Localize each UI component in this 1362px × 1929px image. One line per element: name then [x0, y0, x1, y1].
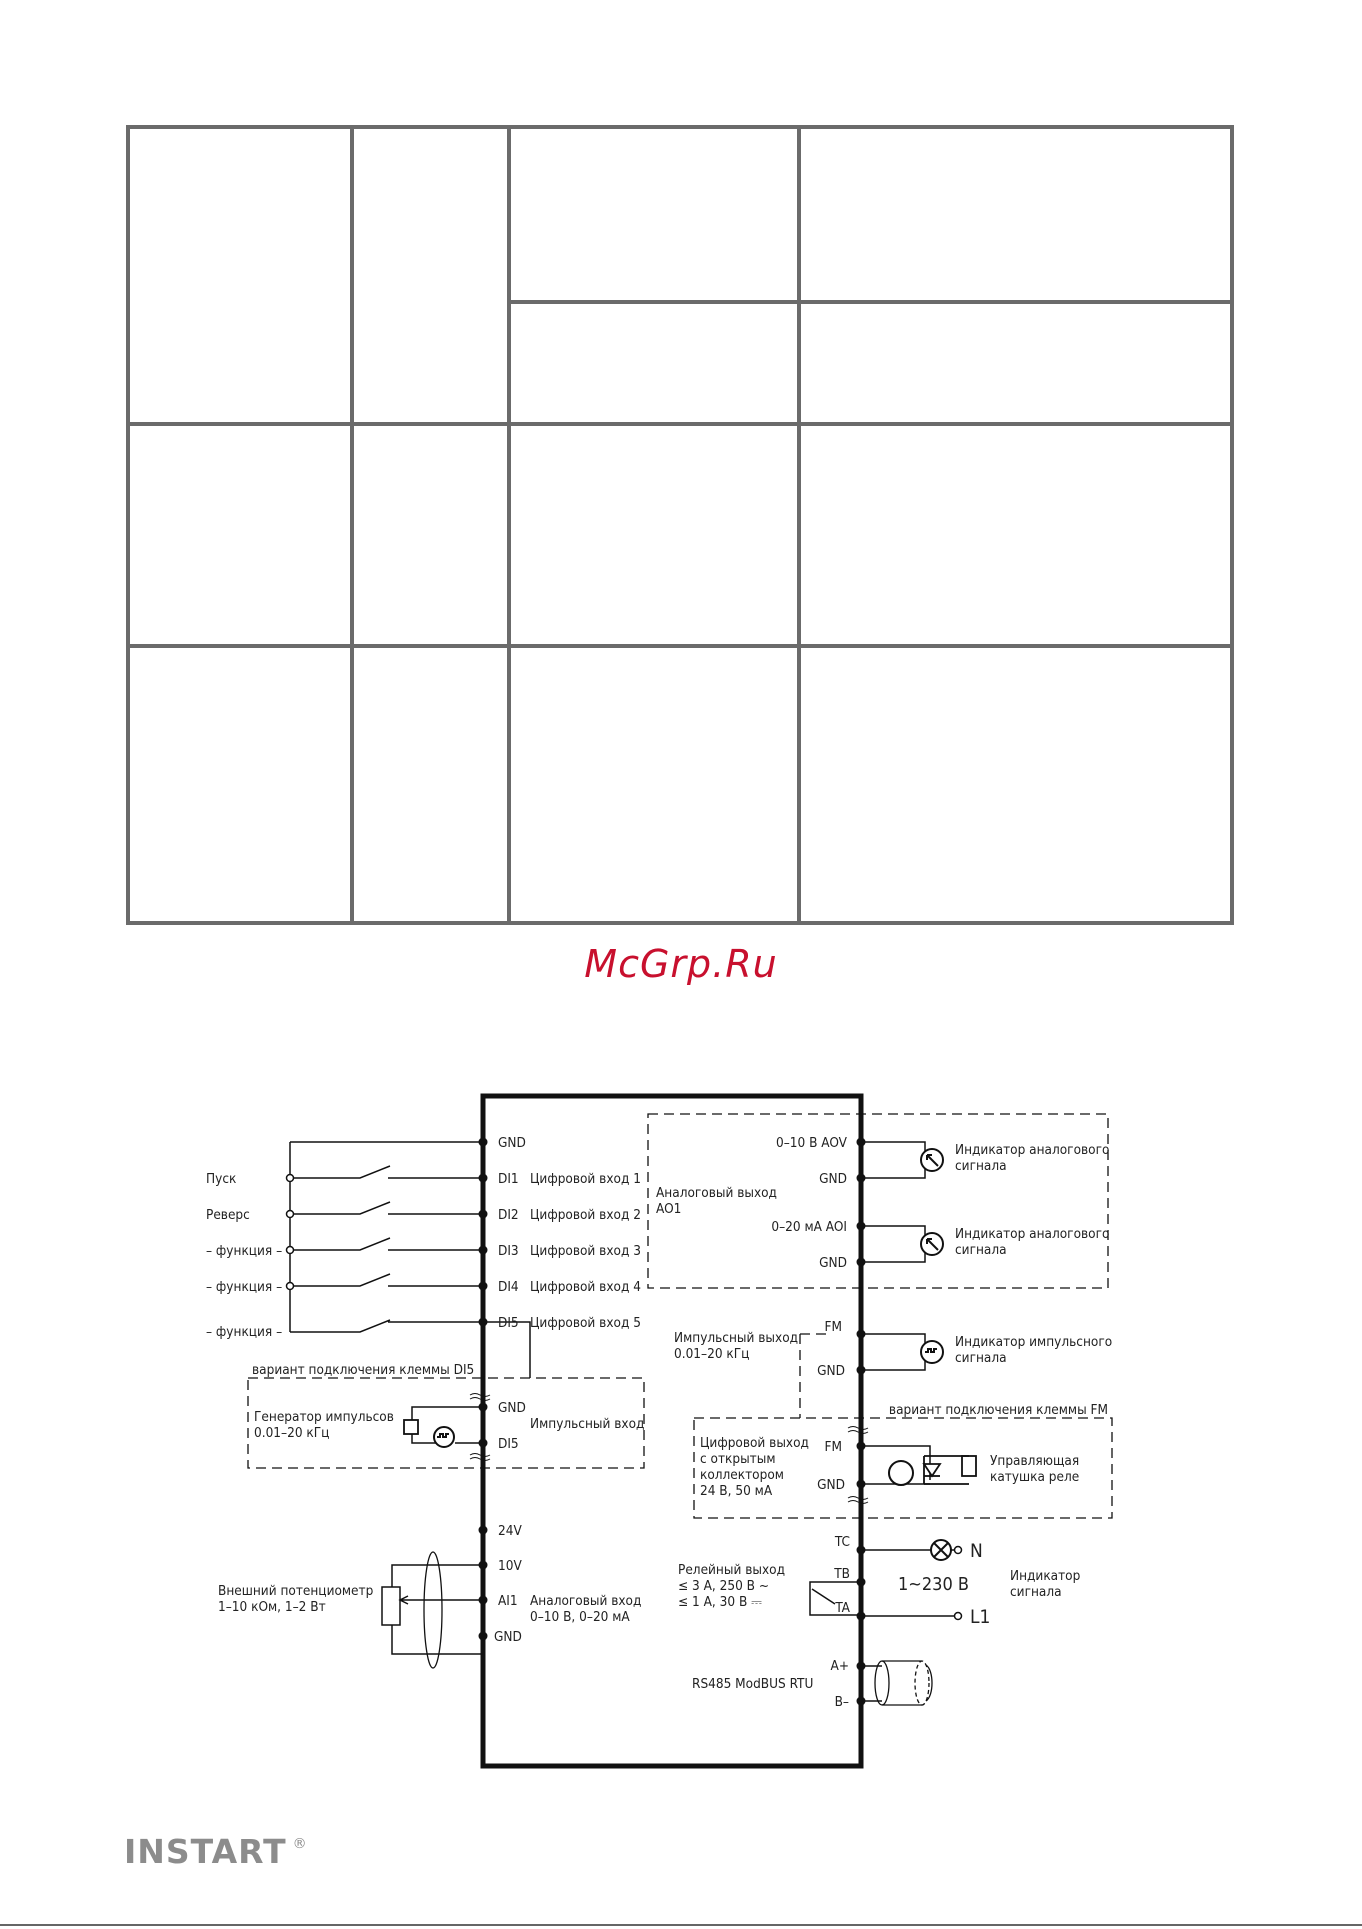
variant-fm: FM: [824, 1439, 842, 1455]
analog-input-label-2: 0–10 В, 0–20 мА: [530, 1609, 630, 1625]
rs485-label: RS485 ModBUS RTU: [692, 1676, 814, 1692]
variant-di5: DI5: [498, 1436, 519, 1452]
potentiometer-label-1: Внешний потенциометр: [218, 1583, 374, 1599]
table-cell: [128, 127, 352, 424]
terminal-di4: DI4: [498, 1279, 519, 1295]
terminal-gnd-top: GND: [498, 1135, 526, 1151]
pulse-output-label-1: Импульсный выход: [674, 1330, 799, 1346]
page-bottom-rule: [0, 1924, 1362, 1926]
table-cell: [509, 424, 799, 646]
analog-indicator-1-line2: сигнала: [955, 1158, 1007, 1174]
variant-gnd-fm: GND: [817, 1477, 845, 1493]
digital-input-2: Цифровой вход 2: [530, 1207, 641, 1223]
relay-indicator-line1: Индикатор: [1010, 1568, 1081, 1584]
table-cell: [128, 424, 352, 646]
label-function-3: – функция –: [206, 1243, 283, 1259]
variant-gnd: GND: [498, 1400, 526, 1416]
terminal-tb: TB: [834, 1566, 850, 1582]
pulse-input-label: Импульсный вход: [530, 1416, 645, 1432]
watermark[interactable]: McGrp.Ru: [584, 942, 778, 986]
terminal-ai1: AI1: [498, 1593, 518, 1609]
pulse-output-label-2: 0.01–20 кГц: [674, 1346, 750, 1362]
relay-output-label-3: ≤ 1 А, 30 В ⎓: [678, 1594, 762, 1610]
terminal-aov: 0–10 В AOV: [776, 1135, 847, 1151]
terminal-10v: 10V: [498, 1558, 522, 1574]
analog-indicator-2-line1: Индикатор аналогового: [955, 1226, 1110, 1242]
terminal-aoi: 0–20 мА AOI: [771, 1219, 847, 1235]
spec-table: [126, 125, 1234, 925]
table-cell: [799, 424, 1232, 646]
relay-voltage: 1~230 В: [898, 1574, 970, 1595]
table-cell: [509, 127, 799, 302]
relay-indicator-line2: сигнала: [1010, 1584, 1062, 1600]
table-cell: [799, 302, 1232, 424]
analog-input-label-1: Аналоговый вход: [530, 1593, 642, 1609]
terminal-di2: DI2: [498, 1207, 519, 1223]
pulse-indicator-line1: Индикатор импульсного: [955, 1334, 1113, 1350]
label-reverse: Реверс: [206, 1207, 250, 1223]
terminal-b-minus: B–: [834, 1694, 849, 1710]
open-collector-label-2: с открытым: [700, 1451, 776, 1467]
terminal-l1: L1: [970, 1606, 991, 1628]
generator-label-1: Генератор импульсов: [254, 1409, 394, 1425]
voltage-source-icon: [889, 1461, 913, 1485]
generator-label-2: 0.01–20 кГц: [254, 1425, 330, 1441]
terminal-tc: TC: [834, 1534, 850, 1550]
table-cell: [509, 302, 799, 424]
open-collector-label-3: коллектором: [700, 1467, 784, 1483]
relay-coil-label-1: Управляющая: [990, 1453, 1080, 1469]
label-start: Пуск: [206, 1171, 237, 1187]
terminal-di1: DI1: [498, 1171, 519, 1187]
digital-input-1: Цифровой вход 1: [530, 1171, 641, 1187]
terminal-di5: DI5: [498, 1315, 519, 1331]
analog-output-label-2: AO1: [656, 1201, 682, 1217]
table-cell: [352, 127, 509, 424]
terminal-fm: FM: [824, 1319, 842, 1335]
fm-variant-title: вариант подключения клеммы FM: [888, 1402, 1108, 1418]
analog-indicator-2-line2: сигнала: [955, 1242, 1007, 1258]
label-function-4: – функция –: [206, 1279, 283, 1295]
digital-input-3: Цифровой вход 3: [530, 1243, 641, 1259]
open-collector-label-4: 24 В, 50 мА: [700, 1483, 773, 1499]
terminal-n: N: [970, 1540, 983, 1562]
analog-indicator-1-line1: Индикатор аналогового: [955, 1142, 1110, 1158]
digital-input-4: Цифровой вход 4: [530, 1279, 641, 1295]
terminal-a-plus: A+: [830, 1658, 849, 1674]
table-cell: [128, 646, 352, 923]
terminal-gnd-bottom: GND: [494, 1629, 522, 1645]
relay-output-label-1: Релейный выход: [678, 1562, 785, 1578]
analog-output-label-1: Аналоговый выход: [656, 1185, 777, 1201]
instart-logo: INSTART ®: [124, 1832, 308, 1871]
table-cell: [509, 646, 799, 923]
relay-output-label-2: ≤ 3 А, 250 В ~: [678, 1578, 770, 1594]
terminal-gnd-ao1: GND: [819, 1171, 847, 1187]
terminal-gnd-fm: GND: [817, 1363, 845, 1379]
table-cell: [352, 646, 509, 923]
di5-variant-title: вариант подключения клеммы DI5: [252, 1362, 475, 1378]
digital-input-5: Цифровой вход 5: [530, 1315, 641, 1331]
table-cell: [352, 424, 509, 646]
label-function-5: – функция –: [206, 1324, 283, 1340]
terminal-di3: DI3: [498, 1243, 519, 1259]
potentiometer-label-2: 1–10 кОм, 1–2 Вт: [218, 1599, 326, 1615]
table-cell: [799, 127, 1232, 302]
terminal-ta: TA: [835, 1600, 850, 1616]
terminal-gnd-ao2: GND: [819, 1255, 847, 1271]
wiring-diagram: [0, 1080, 1362, 1780]
pulse-indicator-line2: сигнала: [955, 1350, 1007, 1366]
relay-coil-label-2: катушка реле: [990, 1469, 1080, 1485]
open-collector-label-1: Цифровой выход: [700, 1435, 809, 1451]
table-cell: [799, 646, 1232, 923]
terminal-24v: 24V: [498, 1523, 522, 1539]
